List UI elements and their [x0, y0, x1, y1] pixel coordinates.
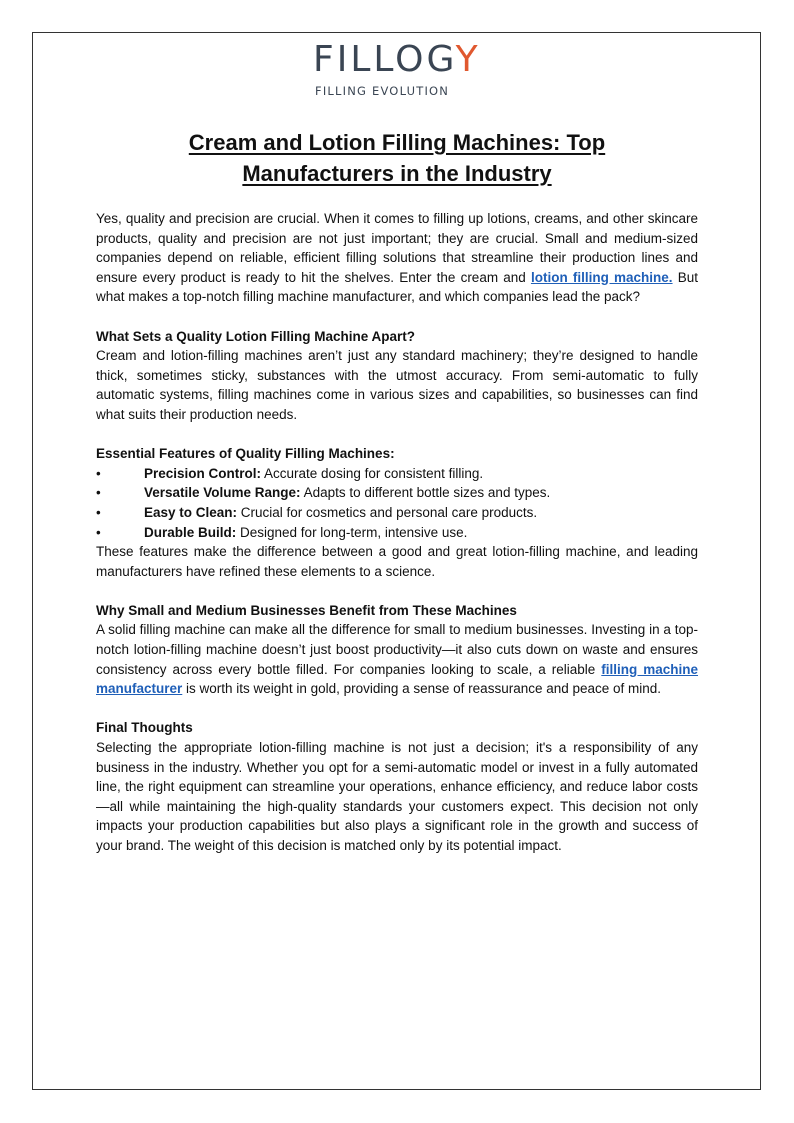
bullet-symbol: •: [96, 465, 101, 481]
lotion-filling-machine-link[interactable]: lotion filling machine.: [530, 269, 673, 285]
title-line-2: Manufacturers in the Industry: [242, 161, 552, 186]
bullet-symbol: •: [96, 485, 101, 501]
bullet-text: Accurate dosing for consistent filling.: [261, 465, 484, 481]
logo-word-accent: Y: [455, 39, 481, 80]
bullet-text: Crucial for cosmetics and personal care products.: [237, 504, 538, 520]
intro-text-start: Yes, quality and precision are crucial. When it comes to filling up lotions, creams, and other skincare products, quality and precision are not just important; they are crucial. Small and medium-sized companies depend on reliable, efficient filling solutions that streamline their production lines and ensure every product is ready to hit the shelves. Enter the cream and: [96, 211, 698, 285]
bullet-text: Adapts to different bottle sizes and types.: [300, 485, 551, 501]
feature-bullet: [96, 483, 698, 503]
page-title: [97, 127, 697, 189]
fillogy-logo: [313, 40, 483, 100]
section2-heading: Essential Features of Quality Filling Machines:: [96, 446, 395, 462]
bullet-label: Precision Control:: [144, 465, 262, 481]
title-line-1: Cream and Lotion Filling Machines: Top: [188, 130, 606, 155]
section3-heading: Why Small and Medium Businesses Benefit from These Machines: [96, 602, 517, 618]
section1-heading: What Sets a Quality Lotion Filling Machine Apart?: [96, 328, 416, 344]
feature-bullet: [96, 523, 698, 543]
intro-text-end: But what makes a top-notch filling machine manufacturer, and which companies lead the pack?: [96, 269, 698, 305]
bullet-label: Durable Build:: [144, 524, 237, 540]
bullet-symbol: •: [96, 504, 101, 520]
logo-tagline: FILLING EVOLUTION: [315, 84, 450, 98]
bullet-text: Designed for long-term, intensive use.: [236, 524, 468, 540]
logo-word-main: FILLOG: [313, 39, 456, 80]
section1-paragraph: Cream and lotion-filling machines aren’t just any standard machinery; they’re designed to handle thick, sometimes sticky, substances with the utmost accuracy. From semi-automatic to fully automatic systems, filling machines come in various sizes and capabilities, so businesses can find what suits their production needs.: [96, 348, 698, 422]
intro-paragraph: [96, 209, 698, 307]
logo-wordmark: [313, 40, 481, 80]
section4-paragraph: Selecting the appropriate lotion-filling machine is not just a decision; it's a responsibility of any business in the industry. Whether you opt for a semi-automatic model or invest in a fully automated line, the right equipment can streamline your operations, enhance efficiency, and reduce labor costs—all while maintaining the high-quality standards your customers expect. This decision not only impacts your production capabilities but also plays a significant role in the growth and success of your brand. The weight of this decision is matched only by its potential impact.: [96, 740, 698, 853]
section3-paragraph: [96, 620, 698, 698]
bullet-symbol: •: [96, 524, 101, 540]
bullet-label: Versatile Volume Range:: [144, 485, 301, 501]
section3-text-start: A solid filling machine can make all the difference for small to medium businesses. Investing in a top-notch lotion-filling machine doesn’t just boost productivity—it also cuts down on waste and ensures consistency across every bottle filled. For companies looking to scale, a reliable: [96, 622, 698, 677]
feature-bullet: [96, 464, 698, 484]
feature-bullet: [96, 503, 698, 523]
section2-closing: These features make the difference between a good and great lotion-filling machine, and leading manufacturers have refined these elements to a science.: [96, 544, 698, 579]
section3-text-end: is worth its weight in gold, providing a sense of reassurance and peace of mind.: [182, 681, 662, 697]
bullet-label: Easy to Clean:: [144, 504, 238, 520]
article-body: [96, 209, 698, 856]
section4-heading: Final Thoughts: [96, 720, 193, 736]
filling-machine-manufacturer-link[interactable]: filling machine manufacturer: [96, 661, 699, 697]
